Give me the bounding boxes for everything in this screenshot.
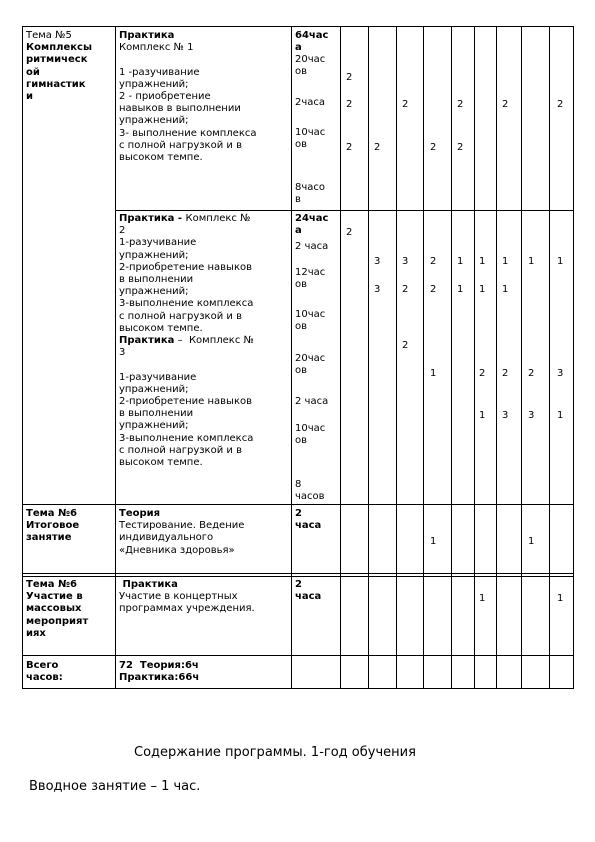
month-cell-value: 3 bbox=[374, 256, 381, 267]
month-cell-value: 3 bbox=[528, 410, 535, 421]
month-cell-value: 2 bbox=[402, 99, 409, 110]
month-cell-value: 2 bbox=[457, 99, 464, 110]
hours-total-64: 64час а bbox=[295, 30, 329, 54]
hours-2-b: 2 часа bbox=[295, 241, 329, 252]
month-cell-value: 2 bbox=[528, 368, 535, 379]
month-cell-value: 1 bbox=[457, 256, 464, 267]
month-cell-value: 1 bbox=[528, 536, 535, 547]
hours-20: 20час ов bbox=[295, 54, 326, 78]
hours-2-c: 2 часа bbox=[295, 396, 329, 407]
theme-6-events-title: Тема №6 Участие в массовых мероприят иях bbox=[26, 579, 89, 639]
month-cell-value: 3 bbox=[557, 368, 564, 379]
hours-8: 8часо в bbox=[295, 182, 326, 206]
month-cell-value: 1 bbox=[502, 284, 509, 295]
month-cell-value: 2 bbox=[430, 256, 437, 267]
month-cell-value: 2 bbox=[346, 227, 353, 238]
hours-10: 10час ов bbox=[295, 127, 326, 151]
month-cell-value: 2 bbox=[346, 99, 353, 110]
month-cell-value: 1 bbox=[457, 284, 464, 295]
month-cell-value: 2 bbox=[457, 142, 464, 153]
month-cell-value: 2 bbox=[346, 72, 353, 83]
hours-total-24: 24час а bbox=[295, 213, 329, 237]
month-cell-value: 1 bbox=[479, 284, 486, 295]
month-cell-value: 1 bbox=[430, 536, 437, 547]
month-cell-value: 1 bbox=[528, 256, 535, 267]
section-heading: Содержание программы. 1-год обучения bbox=[134, 745, 416, 760]
hours-concert: 2 часа bbox=[295, 579, 322, 603]
total-label: Всего часов: bbox=[26, 660, 63, 684]
month-cell-value: 2 bbox=[502, 99, 509, 110]
hours-10-c: 10час ов bbox=[295, 423, 326, 447]
month-cell-value: 1 bbox=[479, 410, 486, 421]
month-cell-value: 3 bbox=[402, 256, 409, 267]
practice-concert-text: Практика Участие в концертных программах учреждения. bbox=[119, 579, 255, 615]
month-cell-value: 2 bbox=[346, 142, 353, 153]
month-cell-value: 1 bbox=[557, 256, 564, 267]
month-cell-value: 1 bbox=[502, 256, 509, 267]
month-cell-value: 2 bbox=[402, 284, 409, 295]
hours-2: 2часа bbox=[295, 97, 326, 108]
month-cell-value: 1 bbox=[479, 256, 486, 267]
month-cell-value: 1 bbox=[479, 593, 486, 604]
theme-5-title: Тема №5 Комплексы ритмическ ой гимнастик и bbox=[26, 30, 92, 103]
hours-20-b: 20час ов bbox=[295, 353, 326, 377]
theory-text: Теория Тестирование. Ведение индивидуального «Дневника здоровья» bbox=[119, 508, 245, 556]
month-cell-value: 3 bbox=[502, 410, 509, 421]
month-cell-value: 3 bbox=[374, 284, 381, 295]
month-cell-value: 2 bbox=[402, 340, 409, 351]
month-cell-value: 2 bbox=[430, 142, 437, 153]
month-cell-value: 2 bbox=[430, 284, 437, 295]
practice-2-text: Практика - Комплекс № 2 1-разучивание упражнений; 2-приобретение навыков в выполнении упражнений; 3-выполнение комплекса с полной нагрузкой и в высоком темпе. Практика – Комплекс № 3 1-разучивание упражнений; 2-приобретение навыков в выполнении упражнений; 3-выполнение комплекса с полной нагрузкой и в высоком темпе. bbox=[119, 213, 254, 469]
month-cell-value: 2 bbox=[479, 368, 486, 379]
practice-1-text: Практика Комплекс № 1 1 -разучивание упражнений; 2 - приобретение навыков в выполнении упражнений; 3- выполнение комплекса с полной нагрузкой и в высоком темпе. bbox=[119, 30, 257, 164]
hours-10-b: 10час ов bbox=[295, 309, 326, 333]
month-cell-value: 2 bbox=[502, 368, 509, 379]
month-cell-value: 2 bbox=[374, 142, 381, 153]
hours-12: 12час ов bbox=[295, 267, 326, 291]
intro-lesson: Вводное занятие – 1 час. bbox=[29, 779, 201, 794]
hours-theory: 2 часа bbox=[295, 508, 322, 532]
hours-8-b: 8 часов bbox=[295, 479, 325, 503]
month-cell-value: 1 bbox=[557, 593, 564, 604]
month-cell-value: 1 bbox=[557, 410, 564, 421]
month-cell-value: 1 bbox=[430, 368, 437, 379]
month-cell-value: 2 bbox=[557, 99, 564, 110]
theme-6-final-title: Тема №6 Итоговое занятие bbox=[26, 508, 80, 544]
total-value: 72 Теория:6ч Практика:66ч bbox=[119, 660, 200, 684]
